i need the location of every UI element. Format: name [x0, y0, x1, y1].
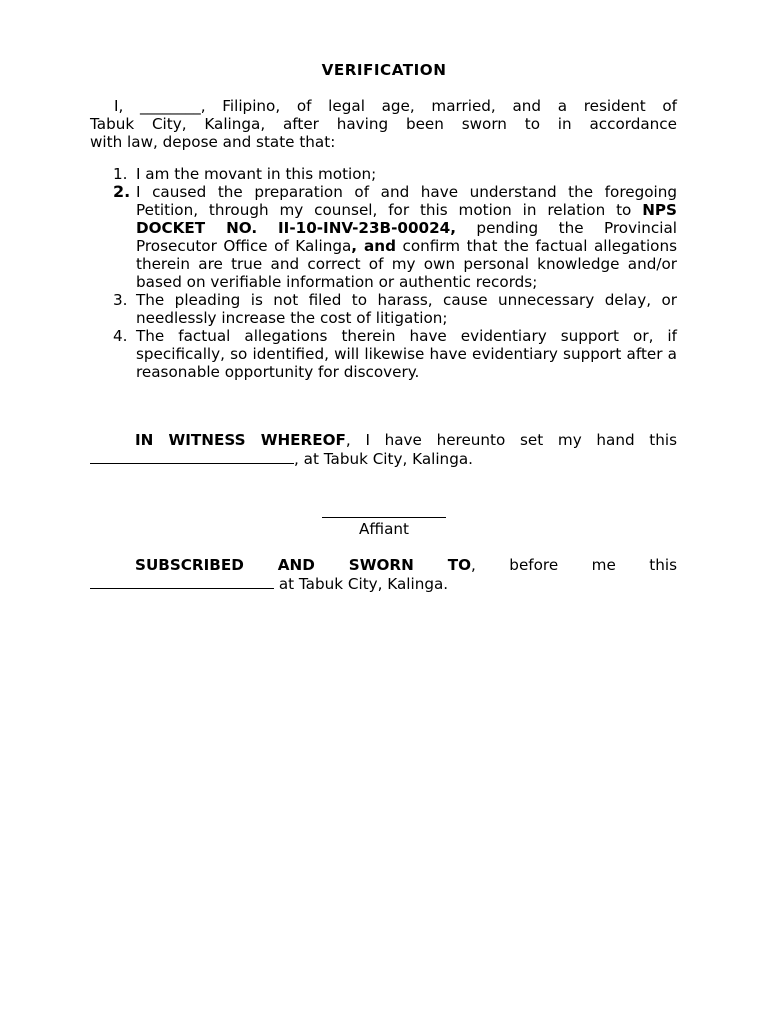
- intro-line-1: [90, 97, 677, 115]
- jurat-paragraph: [90, 556, 677, 593]
- document-title: VERIFICATION: [321, 61, 447, 79]
- list-item: [90, 291, 677, 327]
- intro-paragraph: [90, 97, 677, 151]
- item-number: 1.: [113, 165, 128, 183]
- intro-pronoun: I,: [114, 97, 140, 115]
- witness-line-2: [90, 449, 677, 468]
- affiant-label: Affiant: [359, 520, 409, 538]
- witness-text: , I have hereunto set my hand this: [345, 431, 678, 449]
- item-text: I am the movant in this motion;: [136, 165, 377, 183]
- item-text: The pleading is not filed to harass, cause unnecessary delay, or needlessly increase the cost of litigation;: [136, 291, 677, 327]
- list-item: [90, 183, 677, 291]
- list-item: [90, 327, 677, 381]
- name-blank: ________: [140, 97, 201, 115]
- intro-line-3: with law, depose and state that:: [90, 133, 336, 151]
- jurat-line-1: [90, 556, 677, 574]
- jurat-place: at Tabuk City, Kalinga.: [274, 575, 449, 593]
- jurat-text: , before me this: [471, 556, 677, 574]
- witness-heading: IN WITNESS WHEREOF: [135, 431, 346, 449]
- jurat-heading: SUBSCRIBED AND SWORN TO: [135, 556, 471, 574]
- jurat-line-2: [90, 574, 677, 593]
- item-text: I caused the preparation of and have understand the foregoing Petition, through my counsel, for this motion in relation to: [136, 183, 677, 219]
- item-number: 4.: [113, 327, 128, 345]
- docket-number: NPS DOCKET NO. II-10-INV-23B-00024,: [136, 201, 677, 237]
- item-text: pending the Provincial Prosecutor Office of Kalinga: [136, 219, 677, 255]
- statement-list: [90, 165, 677, 381]
- item-text-bold: , and: [351, 237, 396, 255]
- list-item: [90, 165, 677, 183]
- signature-line: [322, 517, 446, 518]
- item-number: 2.: [113, 182, 131, 201]
- intro-line-2: Tabuk City, Kalinga, after having been sworn to in accordance: [90, 115, 677, 133]
- item-text: The factual allegations therein have evidentiary support or, if specifically, so identified, will likewise have evidentiary support after a reasonable opportunity for discovery.: [136, 327, 677, 381]
- witness-paragraph: [90, 431, 677, 468]
- intro-rest: , Filipino, of legal age, married, and a resident of: [200, 97, 677, 115]
- witness-place: , at Tabuk City, Kalinga.: [294, 450, 473, 468]
- witness-line-1: [90, 431, 677, 449]
- item-number: 3.: [113, 291, 128, 309]
- item-text: confirm that the factual allegations therein are true and correct of my own personal knowledge and/or based on verifiable information or authentic records;: [136, 237, 677, 291]
- date-blank: [90, 449, 294, 464]
- date-blank: [90, 574, 274, 589]
